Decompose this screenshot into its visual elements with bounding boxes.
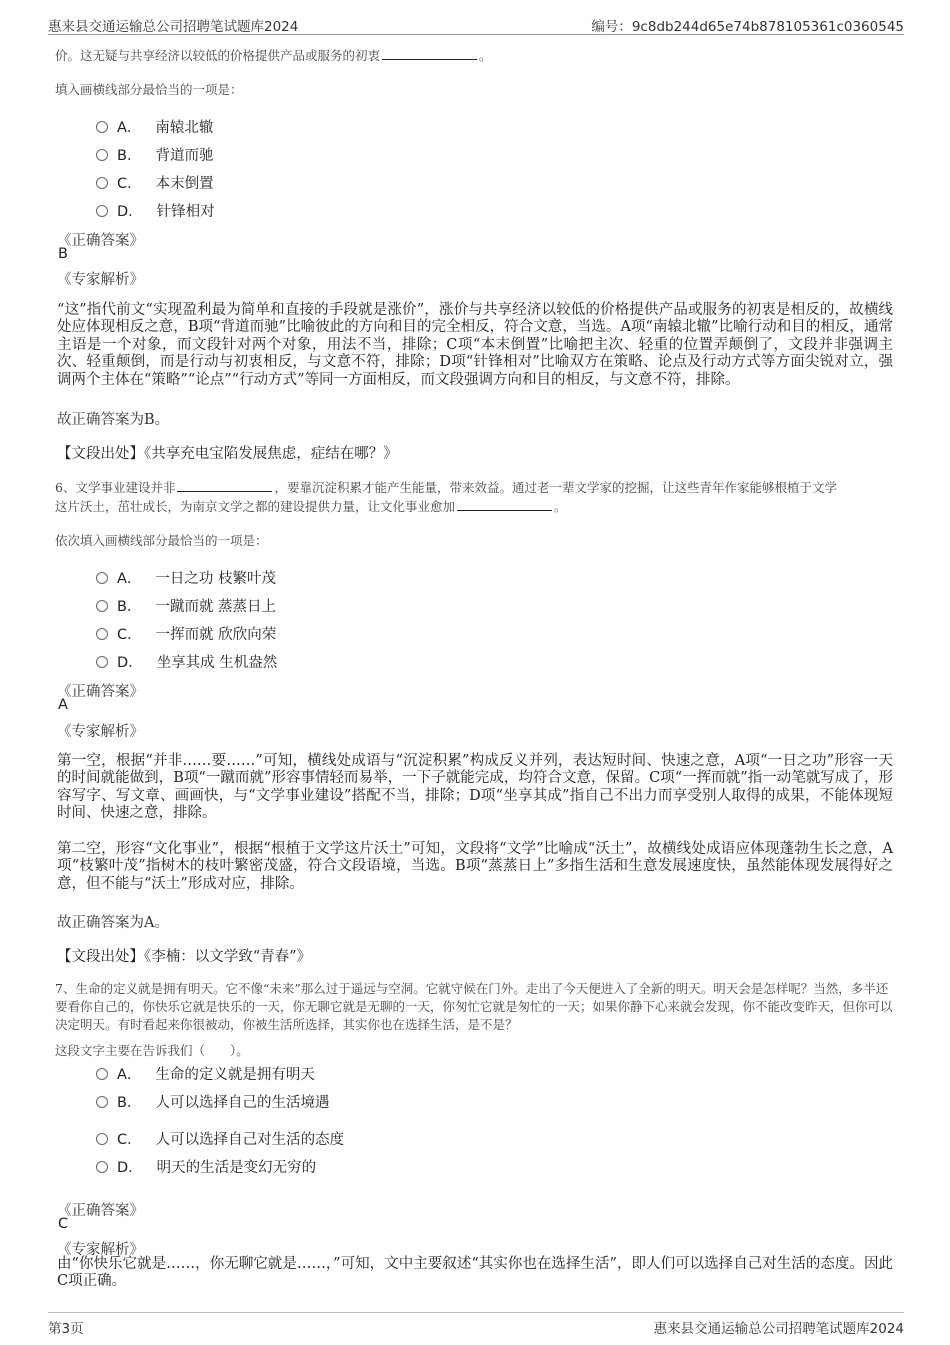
q6-option-a[interactable]: A． 一日之功 枝繁叶茂: [96, 567, 276, 588]
radio-icon[interactable]: [96, 121, 108, 133]
q6-answer: A: [58, 697, 68, 713]
footer-title: 惠来县交通运输总公司招聘笔试题库2024: [653, 1321, 904, 1337]
radio-icon[interactable]: [96, 1161, 108, 1173]
radio-icon[interactable]: [96, 1068, 108, 1080]
correct-answer-label: 《正确答案》: [57, 233, 144, 249]
q7-analysis: 由“你快乐它就是……，你无聊它就是……，”可知，文中主要叙述“其实你也在选择生活”，即人们可以选择自己对生活的态度。因此C项正确。: [57, 1256, 893, 1290]
page-header: [48, 12, 904, 35]
q7-option-d[interactable]: D． 明天的生活是变幻无穷的: [96, 1156, 316, 1177]
q5-conclusion: 故正确答案为B。: [57, 412, 170, 428]
page-footer: [48, 1312, 904, 1337]
q6-analysis-first-blank: 第一空，根据“并非……要……”可知，横线处成语与“沉淀积累”构成反义并列，表达短时间、快速之意，A项“一日之功”形容一天的时间就能做到，B项“一蹴而就”形容事情轻而易举，一下子就能完成，均符合文意，保留。C项“一挥而就”指一动笔就写成了，形容写字、写文章、画画快，与“文学事业建设”搭配不当，排除；D项“坐享其成”指自己不出力而享受别人取得的成果，不能体现短时间、快速之意，排除。: [57, 753, 893, 822]
q6-option-c[interactable]: C． 一挥而就 欣欣向荣: [96, 623, 276, 644]
q5-text-tail: 价。这无疑与共享经济以较低的价格提供产品或服务的初衷 。: [55, 48, 492, 63]
q5-analysis: “这”指代前文“实现盈利最为简单和直接的手段就是涨价”，涨价与共享经济以较低的价格提供产品或服务的初衷是相反的，故横线处应体现相反之意，B项“背道而驰”比喻彼此的方向和目的完全相反，符合文意，当选。A项“南辕北辙”比喻行动和目的相反，通常主语是一个对象，而文段针对两个对象，用法不当，排除；C项“本末倒置”比喻把主次、轻重的位置弄颠倒了，文段并非强调主次、轻重颠倒，而是行动与初衷相反，与文意不符，排除；D项“针锋相对”比喻双方在策略、论点及行动方式等方面尖锐对立，强调两个主体在“策略”“论点”“行动方式”等同一方面相反，而文段强调方向和目的相反，与文意不符，排除。: [57, 302, 893, 388]
q5-option-c[interactable]: C． 本末倒置: [96, 172, 214, 193]
expert-analysis-label: 《专家解析》: [57, 724, 144, 740]
q5-option-a[interactable]: A． 南辕北辙: [96, 116, 213, 137]
q7-option-b[interactable]: B． 人可以选择自己的生活境遇: [96, 1091, 329, 1112]
expert-analysis-label: 《专家解析》: [57, 272, 144, 288]
q5-option-d[interactable]: D． 针锋相对: [96, 200, 215, 221]
header-doc-id: 编号：9c8db244d65e74b878105361c0360545: [591, 19, 904, 35]
radio-icon[interactable]: [96, 1133, 108, 1145]
q6-text-line2: 这片沃土，茁壮成长，为南京文学之都的建设提供力量，让文化事业愈加 。: [55, 499, 567, 514]
radio-icon[interactable]: [96, 628, 108, 640]
radio-icon[interactable]: [96, 572, 108, 584]
correct-answer-label: 《正确答案》: [57, 1203, 144, 1219]
q6-prompt: 依次填入画横线部分最恰当的一项是：: [55, 533, 268, 548]
q7-prompt: 这段文字主要在告诉我们（ ）。: [55, 1043, 249, 1058]
fill-blank: [177, 479, 272, 492]
q6-text-line1: 6、文学事业建设并非 ，要靠沉淀积累才能产生能量，带来效益。通过老一辈文学家的挖掘，让这些青年作家能够根植于文学: [55, 480, 837, 495]
q7-text: 7、生命的定义就是拥有明天。它不像“未来”那么过于遥远与空洞。它就守候在门外。走出了今天便进入了全新的明天。明天会是怎样呢？当然，多半还要看你自己的，你快乐它就是快乐的一天，你无聊它就是无聊的一天，你匆忙它就是匆忙的一天；如果你静下心来就会发现，你不能改变昨天，但你可以决定明天。有时看起来你很被动，你被生活所选择，其实你也在选择生活，是不是？: [55, 981, 893, 1032]
q5-option-b[interactable]: B． 背道而驰: [96, 144, 213, 165]
q5-source: 【文段出处】《共享充电宝陷发展焦虑，症结在哪？》: [57, 446, 398, 462]
expert-analysis-label: 《专家解析》: [57, 1242, 144, 1258]
fill-blank: [457, 498, 552, 511]
q6-source: 【文段出处】《李楠：以文学致“青春”》: [57, 949, 312, 965]
radio-icon[interactable]: [96, 205, 108, 217]
q7-answer: C: [58, 1216, 69, 1232]
q5-answer: B: [58, 246, 68, 262]
radio-icon[interactable]: [96, 149, 108, 161]
correct-answer-label: 《正确答案》: [57, 684, 144, 700]
radio-icon[interactable]: [96, 177, 108, 189]
q7-option-a[interactable]: A． 生命的定义就是拥有明天: [96, 1063, 315, 1084]
q7-option-c[interactable]: C． 人可以选择自己对生活的态度: [96, 1128, 344, 1149]
q5-prompt: 填入画横线部分最恰当的一项是：: [55, 82, 243, 97]
fill-blank: [382, 47, 477, 60]
radio-icon[interactable]: [96, 1096, 108, 1108]
q6-conclusion: 故正确答案为A。: [57, 915, 169, 931]
q6-option-b[interactable]: B． 一蹴而就 蒸蒸日上: [96, 595, 276, 616]
page-number: 第3页: [48, 1321, 84, 1337]
radio-icon[interactable]: [96, 656, 108, 668]
radio-icon[interactable]: [96, 600, 108, 612]
header-title: 惠来县交通运输总公司招聘笔试题库2024: [48, 19, 299, 35]
q6-analysis-second-blank: 第二空，形容“文化事业”，根据“根植于文学这片沃土”可知，文段将“文学”比喻成“沃土”，故横线处成语应体现蓬勃生长之意，A项“枝繁叶茂”指树木的枝叶繁密茂盛，符合文段语境，当选。B项“蒸蒸日上”多指生活和生意发展速度快，虽然能体现发展得好之意，但不能与“沃土”形成对应，排除。: [57, 841, 893, 892]
q6-option-d[interactable]: D． 坐享其成 生机盎然: [96, 651, 277, 672]
